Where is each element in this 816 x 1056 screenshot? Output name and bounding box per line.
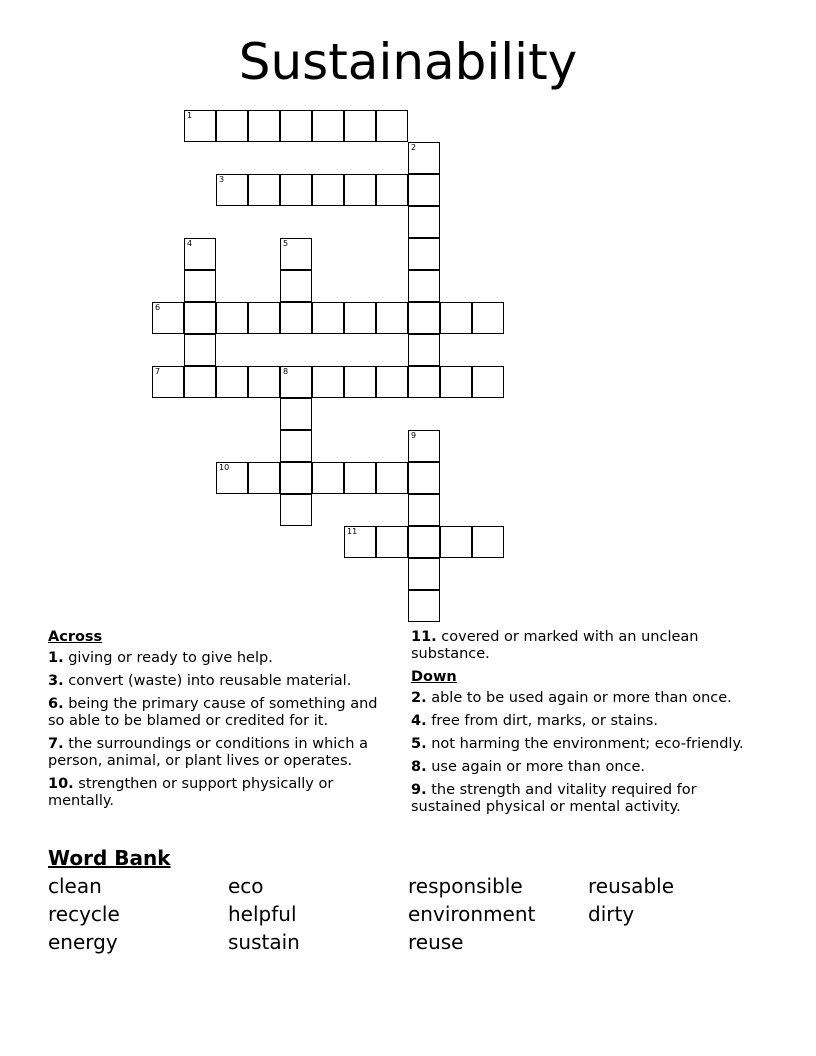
word-bank-item: environment	[408, 902, 536, 926]
grid-cell[interactable]	[312, 302, 344, 334]
grid-cell[interactable]	[248, 110, 280, 142]
clue-down-4	[411, 713, 771, 730]
cell-number: 11	[347, 527, 358, 536]
grid-cell[interactable]	[376, 110, 408, 142]
clue-text: use again or more than once.	[431, 759, 646, 775]
word-bank-item: reusable	[588, 874, 674, 898]
grid-cell[interactable]	[216, 110, 248, 142]
grid-cell[interactable]	[408, 462, 440, 494]
grid-cell[interactable]	[216, 302, 248, 334]
clue-number: 3.	[48, 673, 64, 689]
grid-cell[interactable]	[408, 366, 440, 398]
grid-cell[interactable]	[312, 110, 344, 142]
grid-cell[interactable]	[280, 494, 312, 526]
cell-number: 2	[411, 143, 417, 152]
grid-cell[interactable]	[408, 302, 440, 334]
clue-across-10	[48, 776, 393, 810]
cell-number: 6	[155, 303, 161, 312]
clue-down-5	[411, 736, 771, 753]
grid-cell[interactable]	[408, 494, 440, 526]
clue-number: 5.	[411, 736, 427, 752]
grid-cell[interactable]	[408, 142, 440, 174]
word-bank-item: dirty	[588, 902, 635, 926]
grid-cell[interactable]	[280, 174, 312, 206]
grid-cell[interactable]	[408, 558, 440, 590]
word-bank-item: energy	[48, 930, 118, 954]
grid-cell[interactable]	[184, 110, 216, 142]
grid-cell[interactable]	[312, 462, 344, 494]
cell-number: 7	[155, 367, 161, 376]
grid-cell[interactable]	[184, 270, 216, 302]
cell-number: 4	[187, 239, 193, 248]
cell-number: 5	[283, 239, 289, 248]
grid-cell[interactable]	[440, 302, 472, 334]
grid-cell[interactable]	[184, 334, 216, 366]
grid-cell[interactable]	[184, 302, 216, 334]
grid-cell[interactable]	[408, 334, 440, 366]
clue-text: convert (waste) into reusable material.	[68, 673, 352, 689]
grid-cell[interactable]	[376, 366, 408, 398]
grid-cell[interactable]	[216, 366, 248, 398]
clue-text: free from dirt, marks, or stains.	[431, 713, 658, 729]
clue-down-8	[411, 759, 771, 776]
clue-text: covered or marked with an unclean substance.	[411, 629, 699, 662]
cell-number: 3	[219, 175, 225, 184]
grid-cell[interactable]	[472, 302, 504, 334]
grid-cell[interactable]	[216, 462, 248, 494]
grid-cell[interactable]	[184, 366, 216, 398]
grid-cell[interactable]	[440, 526, 472, 558]
word-bank-item: eco	[228, 874, 264, 898]
clue-number: 4.	[411, 713, 427, 729]
clue-down-9	[411, 782, 771, 816]
word-bank-item: recycle	[48, 902, 120, 926]
clue-across-11	[411, 629, 771, 663]
grid-cell[interactable]	[408, 270, 440, 302]
grid-cell[interactable]	[344, 174, 376, 206]
grid-cell[interactable]	[344, 110, 376, 142]
clue-text: not harming the environment; eco-friendly.	[431, 736, 744, 752]
clue-number: 6.	[48, 696, 64, 712]
grid-cell[interactable]	[408, 590, 440, 622]
cell-number: 8	[283, 367, 289, 376]
clues-column-left	[48, 629, 393, 816]
grid-cell[interactable]	[408, 206, 440, 238]
clue-across-1	[48, 650, 393, 667]
grid-cell[interactable]	[248, 462, 280, 494]
clue-text: strengthen or support physically or mentally.	[48, 776, 334, 809]
clue-down-2	[411, 690, 771, 707]
word-bank-item: sustain	[228, 930, 300, 954]
grid-cell[interactable]	[280, 366, 312, 398]
grid-cell[interactable]	[408, 174, 440, 206]
grid-cell[interactable]	[376, 526, 408, 558]
word-bank-title: Word Bank	[48, 846, 171, 870]
clue-number: 11.	[411, 629, 437, 645]
grid-cell[interactable]	[248, 302, 280, 334]
grid-cell[interactable]	[312, 366, 344, 398]
word-bank-list	[48, 873, 788, 955]
clue-text: able to be used again or more than once.	[431, 690, 732, 706]
grid-cell[interactable]	[280, 302, 312, 334]
grid-cell[interactable]	[280, 110, 312, 142]
cell-number: 9	[411, 431, 417, 440]
grid-cell[interactable]	[344, 302, 376, 334]
clue-text: being the primary cause of something and so able to be blamed or credited for it.	[48, 696, 378, 729]
grid-cell[interactable]	[184, 238, 216, 270]
clue-number: 2.	[411, 690, 427, 706]
grid-cell[interactable]	[152, 302, 184, 334]
clue-across-7	[48, 736, 393, 770]
clue-number: 1.	[48, 650, 64, 666]
grid-cell[interactable]	[216, 174, 248, 206]
clue-across-3	[48, 673, 393, 690]
clue-text: the strength and vitality required for sustained physical or mental activity.	[411, 782, 697, 815]
grid-cell[interactable]	[248, 174, 280, 206]
grid-cell[interactable]	[280, 238, 312, 270]
grid-cell[interactable]	[376, 462, 408, 494]
clue-text: giving or ready to give help.	[68, 650, 273, 666]
grid-cell[interactable]	[408, 526, 440, 558]
cell-number: 1	[187, 111, 193, 120]
down-heading: Down	[411, 669, 457, 685]
grid-cell[interactable]	[152, 366, 184, 398]
clue-number: 8.	[411, 759, 427, 775]
grid-cell[interactable]	[312, 174, 344, 206]
grid-cell[interactable]	[248, 366, 280, 398]
grid-cell[interactable]	[472, 526, 504, 558]
grid-cell[interactable]	[472, 366, 504, 398]
word-bank-item: reuse	[408, 930, 464, 954]
grid-cell[interactable]	[408, 430, 440, 462]
clues-column-right	[411, 629, 771, 822]
grid-cell[interactable]	[376, 302, 408, 334]
word-bank-item: responsible	[408, 874, 523, 898]
across-heading: Across	[48, 629, 103, 645]
grid-cell[interactable]	[376, 174, 408, 206]
grid-cell[interactable]	[344, 462, 376, 494]
grid-cell[interactable]	[280, 462, 312, 494]
clue-across-6	[48, 696, 393, 730]
clue-number: 7.	[48, 736, 64, 752]
cell-number: 10	[219, 463, 230, 472]
clue-text: the surroundings or conditions in which a person, animal, or plant lives or operates.	[48, 736, 368, 769]
word-bank	[48, 845, 788, 955]
clue-number: 10.	[48, 776, 74, 792]
grid-cell[interactable]	[344, 366, 376, 398]
word-bank-item: clean	[48, 874, 102, 898]
grid-cell[interactable]	[344, 526, 376, 558]
grid-cell[interactable]	[408, 238, 440, 270]
grid-cell[interactable]	[440, 366, 472, 398]
word-bank-item: helpful	[228, 902, 297, 926]
grid-cell[interactable]	[280, 270, 312, 302]
grid-cell[interactable]	[280, 398, 312, 430]
clue-number: 9.	[411, 782, 427, 798]
page-title: Sustainability	[238, 33, 578, 91]
grid-cell[interactable]	[280, 430, 312, 462]
